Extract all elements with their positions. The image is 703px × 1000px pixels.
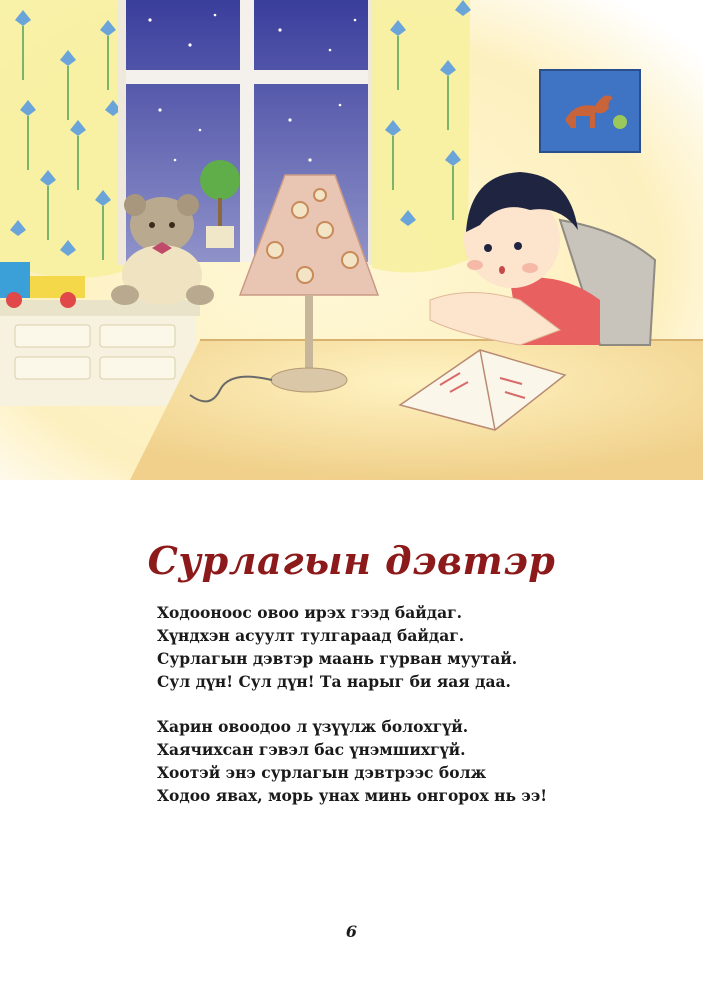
boy-at-desk-illustration [0, 0, 703, 480]
stanza-1 [157, 601, 677, 693]
poem-line: Сурлагын дэвтэр маань гурван муутай. [157, 649, 518, 668]
dresser [0, 300, 200, 406]
poem-line: Хоотэй энэ сурлагын дэвтрээс болж [157, 763, 487, 782]
left-curtain [0, 0, 128, 278]
poem-body [157, 601, 677, 829]
illustration [0, 0, 703, 480]
stanza-2 [157, 715, 677, 807]
poem-line: Харин овоодоо л үзүүлж болохгүй. [157, 717, 469, 736]
horse-picture [540, 70, 640, 152]
poem-line: Хаячихсан гэвэл бас үнэмшихгүй. [157, 740, 466, 759]
page-number: 6 [345, 922, 358, 941]
poem-line: Сул дүн! Сул дүн! Та нарыг би яая даа. [157, 672, 511, 691]
poem-line: Ходоо явах, морь унах минь онгорох нь ээ! [157, 786, 548, 805]
poem-line: Ходооноос овоо ирэх гээд байдаг. [157, 603, 463, 622]
poem-line: Хүндхэн асуулт тулгараад байдаг. [157, 626, 465, 645]
poem-title: Сурлагын дэвтэр [147, 538, 556, 583]
right-curtain [372, 0, 471, 273]
